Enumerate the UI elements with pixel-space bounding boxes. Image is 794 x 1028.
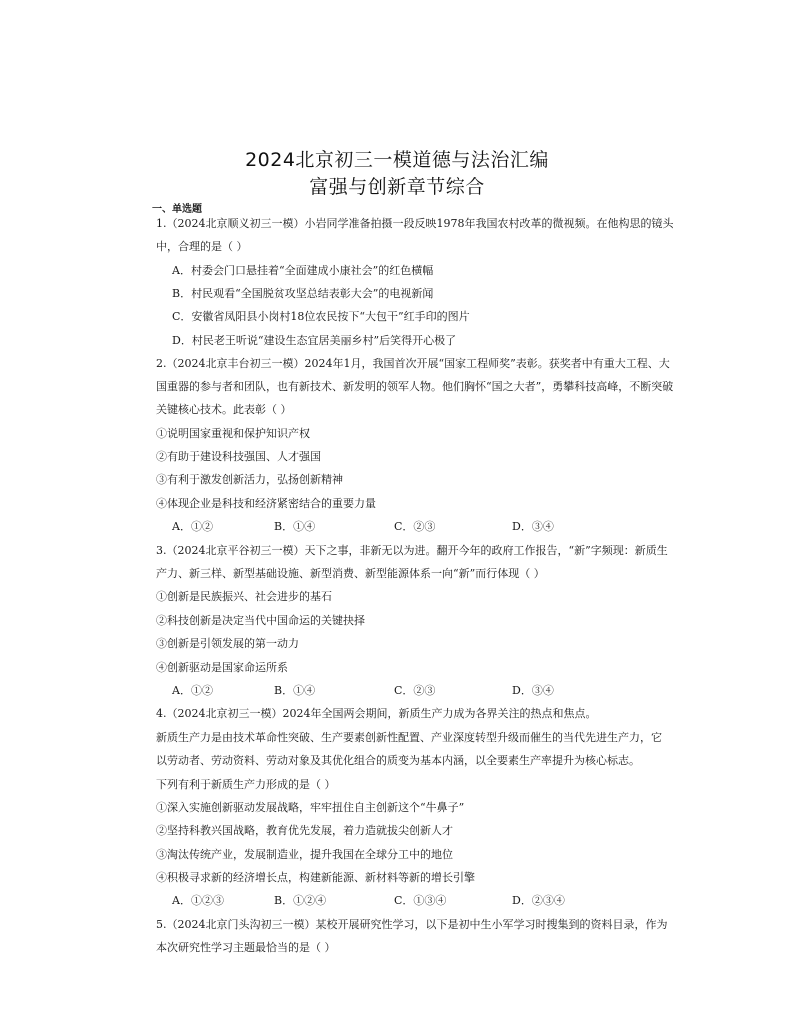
q2-stem-line1: 2.（2024北京丰台初三一模）2024年1月，我国首次开展“国家工程师奖”表彰。获奖者中有重大工程、大 [156, 357, 670, 370]
q2-option-b: B．①④ [274, 520, 316, 533]
q4-stem-line1: 4.（2024北京初三一模）2024年全国两会期间，新质生产力成为各界关注的热点和焦点。 [156, 707, 597, 720]
q1-stem-line2: 中，合理的是（ ） [156, 240, 248, 253]
q4-stem-line4: 下列有利于新质生产力形成的是（ ） [156, 778, 336, 791]
q3-option-a: A．①② [172, 684, 213, 697]
q4-statement-2: ②坚持科教兴国战略，教育优先发展，着力造就拔尖创新人才 [156, 824, 453, 837]
q2-stem-line3: 关键核心技术。此表彰（ ） [156, 403, 292, 416]
q3-statement-1: ①创新是民族振兴、社会进步的基石 [156, 590, 332, 603]
q3-stem-line2: 产力、新三样、新型基础设施、新型消费、新型能源体系一向“新”而行体现（ ） [156, 567, 545, 580]
q1-option-a: A．村委会门口悬挂着“全面建成小康社会”的红色横幅 [172, 264, 434, 277]
q1-option-b: B．村民观看“全国脱贫攻坚总结表彰大会”的电视新闻 [172, 287, 434, 300]
q4-option-c: C．①③④ [394, 894, 447, 907]
q4-option-a: A．①②③ [172, 894, 224, 907]
q4-option-d: D．②③④ [512, 894, 565, 907]
q2-option-a: A．①② [172, 520, 213, 533]
q3-statement-4: ④创新驱动是国家命运所系 [156, 661, 288, 674]
q3-option-c: C．②③ [394, 684, 436, 697]
q4-stem-line3: 以劳动者、劳动资料、劳动对象及其优化组合的质变为基本内涵，以全要素生产率提升为核心标志。 [156, 754, 640, 767]
q4-option-b: B．①②④ [274, 894, 327, 907]
section-heading: 一、单选题 [152, 204, 202, 215]
q3-option-b: B．①④ [274, 684, 316, 697]
document-title: 2024北京初三一模道德与法治汇编 [245, 149, 549, 171]
q5-stem-line2: 本次研究性学习主题最恰当的是（ ） [156, 941, 336, 954]
q2-option-d: D．③④ [512, 520, 554, 533]
q2-stem-line2: 国重器的参与者和团队，也有新技术、新发明的领军人物。他们胸怀“国之大者”，勇攀科技高峰，不断突破 [156, 380, 674, 393]
q2-statement-1: ①说明国家重视和保护知识产权 [156, 427, 310, 440]
document-subtitle: 富强与创新章节综合 [309, 176, 485, 198]
q2-statement-2: ②有助于建设科技强国、人才强国 [156, 450, 321, 463]
q5-stem-line1: 5.（2024北京门头沟初三一模）某校开展研究性学习，以下是初中生小军学习时搜集到的资料目录，作为 [156, 918, 668, 931]
q2-option-c: C．②③ [394, 520, 436, 533]
q3-statement-2: ②科技创新是决定当代中国命运的关键抉择 [156, 614, 365, 627]
q4-stem-line2: 新质生产力是由技术革命性突破、生产要素创新性配置、产业深度转型升级而催生的当代先进生产力，它 [156, 731, 662, 744]
q3-statement-3: ③创新是引领发展的第一动力 [156, 637, 299, 650]
q4-statement-1: ①深入实施创新驱动发展战略，牢牢扭住自主创新这个“牛鼻子” [156, 801, 465, 814]
q3-option-d: D．③④ [512, 684, 554, 697]
q1-stem-line1: 1.（2024北京顺义初三一模）小岩同学准备拍摄一段反映1978年我国农村改革的微视频。在他构思的镜头 [156, 217, 674, 230]
q4-statement-4: ④积极寻求新的经济增长点，构建新能源、新材料等新的增长引擎 [156, 871, 475, 884]
q2-statement-4: ④体现企业是科技和经济紧密结合的重要力量 [156, 497, 376, 510]
q2-statement-3: ③有利于激发创新活力，弘扬创新精神 [156, 473, 343, 486]
q4-statement-3: ③淘汰传统产业，发展制造业，提升我国在全球分工中的地位 [156, 848, 453, 861]
q3-stem-line1: 3.（2024北京平谷初三一模）天下之事，非新无以为进。翻开今年的政府工作报告，“新”字频现：新质生 [156, 544, 668, 557]
q1-option-d: D．村民老王听说“建设生态宜居美丽乡村”后笑得开心极了 [172, 334, 457, 347]
q1-option-c: C．安徽省凤阳县小岗村18位农民按下“大包干”红手印的图片 [172, 310, 470, 323]
